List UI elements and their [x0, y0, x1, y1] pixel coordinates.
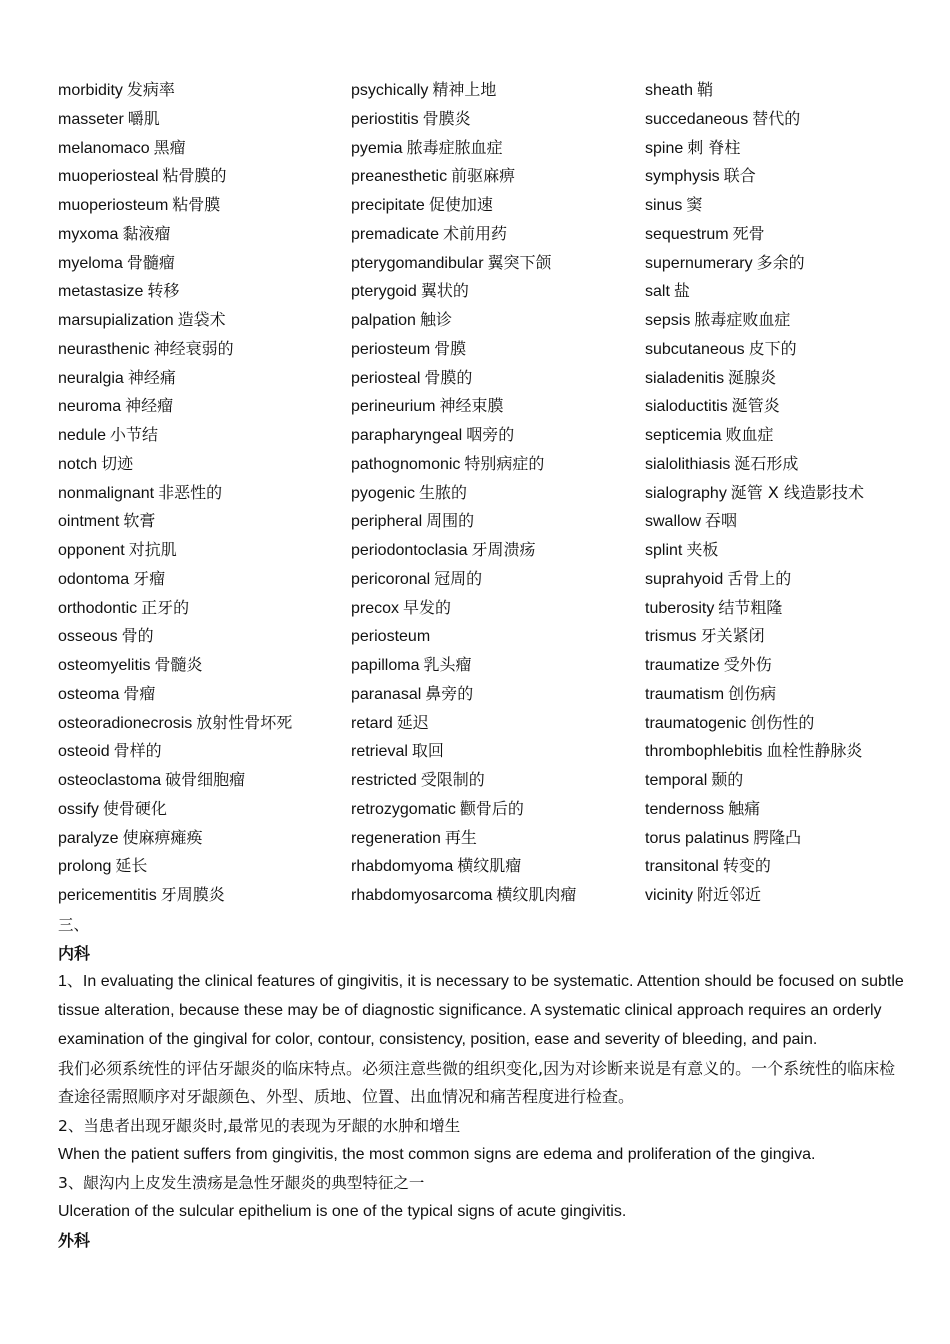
section-heading-internal-medicine: 内科: [58, 943, 91, 963]
vocab-entry: [351, 824, 645, 853]
term-zh: 受外伤: [723, 655, 772, 674]
vocab-entry: [351, 191, 645, 220]
term-en: prolong: [58, 858, 112, 876]
vocab-entry: [645, 277, 918, 306]
term-en: neuralgia: [58, 369, 124, 387]
vocab-entry: [351, 680, 645, 709]
term-zh: 促使加速: [428, 195, 493, 214]
term-en: periosteum: [351, 340, 431, 358]
term-en: traumatogenic: [645, 714, 747, 732]
vocab-entry: [351, 134, 645, 163]
vocab-column-1: [58, 76, 351, 910]
vocab-entry: [645, 134, 918, 163]
term-en: temporal: [645, 772, 708, 789]
term-zh: 吞咽: [705, 511, 738, 531]
vocab-entry: [351, 766, 645, 795]
term-zh: 牙瘤: [133, 568, 166, 588]
vocab-entry: [645, 479, 918, 508]
vocab-entry: [58, 249, 351, 278]
term-zh: 鼻旁的: [425, 683, 474, 703]
vocab-entry: [645, 249, 918, 278]
vocab-entry: [645, 220, 918, 249]
term-zh: 非恶性的: [158, 482, 223, 502]
term-zh: 牙周溃疡: [471, 540, 536, 559]
term-zh: 周围的: [426, 511, 475, 531]
term-zh: 特别病症的: [464, 453, 545, 473]
vocab-entry: [58, 536, 351, 565]
term-zh: 骨样的: [113, 741, 162, 761]
term-zh: 取回: [411, 741, 444, 761]
term-zh: 涎腺炎: [728, 367, 777, 387]
term-zh: 正牙的: [141, 597, 190, 617]
vocab-entry: [645, 852, 918, 881]
term-en: myeloma: [58, 254, 123, 272]
term-en: traumatize: [645, 657, 720, 674]
term-en: ointment: [58, 513, 120, 531]
term-en: myxoma: [58, 225, 119, 243]
term-zh: 血栓性静脉炎: [766, 741, 863, 761]
vocab-entry: [645, 335, 918, 364]
term-en: thrombophlebitis: [645, 743, 763, 761]
term-zh: 颞的: [711, 770, 744, 789]
vocab-entry: [351, 651, 645, 680]
term-en: rhabdomyosarcoma: [351, 887, 493, 904]
term-zh: 生脓的: [419, 482, 468, 502]
term-en: melanomaco: [58, 139, 150, 157]
term-en: suprahyoid: [645, 570, 724, 588]
vocab-entry: [351, 709, 645, 738]
paragraph-item2-zh: 2、当患者出现牙龈炎时,最常见的表现为牙龈的水肿和增生: [58, 1116, 461, 1135]
term-en: ossify: [58, 800, 99, 818]
vocab-entry: [351, 479, 645, 508]
term-zh: 小节结: [110, 425, 159, 444]
vocab-entry: [58, 220, 351, 249]
term-en: pericementitis: [58, 887, 157, 904]
term-en: retrieval: [351, 743, 408, 761]
vocab-entry: [58, 105, 351, 134]
vocab-entry: [351, 162, 645, 191]
term-zh: 精神上地: [432, 80, 497, 99]
term-en: orthodontic: [58, 599, 138, 617]
term-zh: 败血症: [725, 425, 774, 444]
term-zh: 软膏: [123, 511, 156, 531]
term-zh: 乳头瘤: [423, 655, 472, 674]
term-zh: 涎石形成: [734, 453, 799, 473]
vocab-entry: [58, 766, 351, 795]
vocab-entry: [351, 306, 645, 335]
vocab-entry: [351, 105, 645, 134]
vocab-entry: [351, 249, 645, 278]
vocab-entry: [351, 594, 645, 623]
vocab-entry: [351, 536, 645, 565]
term-en: succedaneous: [645, 110, 749, 128]
term-zh: 骨膜的: [424, 367, 473, 387]
term-en: symphysis: [645, 168, 720, 186]
vocab-column-2: [351, 76, 645, 910]
vocab-entry: [58, 594, 351, 623]
term-zh: 多余的: [756, 252, 805, 272]
term-en: preanesthetic: [351, 168, 448, 186]
vocab-entry: [58, 277, 351, 306]
term-zh: 造袋术: [177, 310, 226, 329]
term-zh: 牙关紧闭: [700, 626, 765, 646]
term-en: rhabdomyoma: [351, 858, 454, 876]
vocab-entry: [351, 737, 645, 766]
vocab-entry: [351, 795, 645, 824]
vocab-entry: [58, 76, 351, 105]
term-zh: 皮下的: [748, 338, 797, 358]
term-en: muoperiosteal: [58, 168, 159, 186]
term-zh: 对抗肌: [128, 540, 177, 559]
term-zh: 鞘: [697, 80, 714, 99]
term-zh: 嚼肌: [127, 108, 160, 128]
vocab-entry: [645, 507, 918, 536]
term-en: precipitate: [351, 197, 425, 214]
term-zh: 颧骨后的: [459, 798, 524, 818]
term-zh: 刺 脊柱: [687, 137, 741, 157]
vocab-entry: [58, 479, 351, 508]
vocab-entry: [351, 622, 645, 651]
term-zh: 创伤病: [728, 683, 777, 703]
vocab-entry: [645, 795, 918, 824]
term-en: pericoronal: [351, 570, 431, 588]
vocab-entry: [645, 421, 918, 450]
term-zh: 牙周膜炎: [160, 885, 225, 904]
vocab-entry: [645, 306, 918, 335]
vocab-entry: [351, 335, 645, 364]
term-zh: 窦: [686, 195, 703, 214]
vocab-entry: [645, 536, 918, 565]
term-en: restricted: [351, 772, 417, 789]
term-en: sialadenitis: [645, 369, 725, 387]
term-zh: 联合: [723, 166, 756, 186]
paragraph-item1-en: 1、In evaluating the clinical features of gingivitis, it is necessary to be systematic. Attention should be focused on subtle tissue alteration, because these may be of diagnostic significance. A systematic clinical approach requires an orderly examination of the gingival for color, contour, consistency, position, ease and severity of bleeding, and pain.: [58, 973, 904, 1048]
vocab-entry: [58, 134, 351, 163]
term-en: psychically: [351, 82, 429, 99]
vocab-entry: [645, 76, 918, 105]
term-en: tuberosity: [645, 599, 715, 617]
term-en: peripheral: [351, 513, 423, 531]
term-en: parapharyngeal: [351, 427, 463, 444]
term-en: sialolithiasis: [645, 455, 731, 473]
term-zh: 受限制的: [420, 770, 485, 789]
term-zh: 骨瘤: [123, 683, 156, 703]
vocab-entry: [58, 651, 351, 680]
term-en: pathognomonic: [351, 455, 461, 473]
term-en: supernumerary: [645, 254, 753, 272]
term-zh: 骨的: [121, 626, 154, 646]
term-zh: 粘骨膜的: [162, 166, 227, 186]
term-en: odontoma: [58, 570, 130, 588]
term-zh: 黏液瘤: [122, 223, 171, 243]
vocab-entry: [645, 105, 918, 134]
term-zh: 死骨: [732, 223, 765, 243]
term-zh: 盐: [673, 281, 690, 301]
vocab-entry: [58, 421, 351, 450]
term-zh: 前驱麻痹: [451, 166, 516, 186]
vocab-entry: [351, 76, 645, 105]
term-zh: 横纹肌瘤: [457, 856, 522, 876]
term-en: periodontoclasia: [351, 542, 468, 559]
term-en: sinus: [645, 197, 683, 214]
term-en: trismus: [645, 628, 697, 646]
term-en: sheath: [645, 82, 694, 99]
vocab-entry: [645, 709, 918, 738]
term-zh: 延迟: [396, 712, 429, 732]
term-en: retrozygomatic: [351, 800, 456, 818]
term-en: paralyze: [58, 829, 119, 847]
vocab-entry: [645, 162, 918, 191]
vocab-entry: [351, 450, 645, 479]
term-zh: 涎管炎: [731, 396, 780, 416]
term-zh: 神经衰弱的: [153, 338, 234, 358]
vocab-entry: [645, 824, 918, 853]
vocabulary-table: [58, 76, 918, 910]
vocab-entry: [645, 651, 918, 680]
term-en: muoperiosteum: [58, 197, 169, 214]
term-zh: 早发的: [403, 597, 452, 617]
term-zh: 放射性骨坏死: [196, 712, 293, 732]
term-en: sialoductitis: [645, 398, 728, 416]
vocab-entry: [645, 364, 918, 393]
term-zh: 脓毒症脓血症: [406, 137, 503, 157]
term-en: subcutaneous: [645, 340, 745, 358]
term-zh: 冠周的: [434, 568, 483, 588]
section-heading-surgery: 外科: [58, 1230, 91, 1250]
term-en: neuroma: [58, 398, 122, 416]
vocab-entry: [351, 364, 645, 393]
vocab-entry: [58, 162, 351, 191]
term-en: pterygoid: [351, 283, 417, 301]
term-zh: 舌骨上的: [727, 568, 792, 588]
vocab-entry: [58, 824, 351, 853]
term-zh: 脓毒症败血症: [694, 310, 791, 329]
vocab-entry: [645, 680, 918, 709]
term-zh: 骨髓炎: [154, 655, 203, 674]
term-en: osteoclastoma: [58, 772, 162, 789]
term-zh: 切迹: [101, 453, 134, 473]
term-en: swallow: [645, 513, 702, 531]
vocab-entry: [351, 277, 645, 306]
vocab-entry: [58, 507, 351, 536]
term-en: osteomyelitis: [58, 657, 151, 674]
vocab-entry: [351, 220, 645, 249]
vocab-entry: [58, 306, 351, 335]
term-zh: 夹板: [686, 540, 719, 559]
term-en: sequestrum: [645, 225, 729, 243]
term-zh: 横纹肌肉瘤: [496, 885, 577, 904]
vocab-entry: [351, 565, 645, 594]
term-zh: 延长: [115, 856, 148, 876]
paragraph-item3-en: Ulceration of the sulcular epithelium is one of the typical signs of acute gingivitis.: [58, 1203, 627, 1221]
vocab-entry: [58, 881, 351, 910]
term-zh: 再生: [444, 827, 477, 847]
term-en: nonmalignant: [58, 484, 155, 502]
vocab-entry: [645, 450, 918, 479]
vocab-entry: [645, 392, 918, 421]
term-zh: 涎管 X 线造影技术: [730, 482, 864, 502]
term-zh: 腭隆凸: [753, 827, 802, 847]
term-en: paranasal: [351, 685, 422, 703]
term-en: osteoradionecrosis: [58, 714, 193, 732]
term-zh: 神经痛: [127, 367, 176, 387]
term-en: perineurium: [351, 398, 436, 416]
vocab-entry: [351, 881, 645, 910]
vocab-column-3: [645, 76, 918, 910]
paragraph-item3-zh: 3、龈沟内上皮发生溃疡是急性牙龈炎的典型特征之一: [58, 1174, 425, 1193]
term-en: regeneration: [351, 829, 441, 847]
term-en: retard: [351, 714, 393, 732]
vocab-entry: [58, 795, 351, 824]
vocab-entry: [645, 766, 918, 795]
term-en: notch: [58, 455, 98, 473]
term-zh: 神经瘤: [125, 396, 174, 416]
vocab-entry: [351, 507, 645, 536]
vocab-entry: [58, 364, 351, 393]
term-en: spine: [645, 139, 684, 157]
vocab-entry: [58, 392, 351, 421]
term-zh: 术前用药: [443, 223, 508, 243]
term-zh: 粘骨膜: [172, 195, 221, 214]
term-zh: 骨膜炎: [422, 108, 471, 128]
vocab-entry: [58, 622, 351, 651]
vocab-entry: [58, 680, 351, 709]
term-en: nedule: [58, 427, 107, 444]
term-zh: 转移: [147, 281, 180, 301]
term-en: metastasize: [58, 283, 144, 301]
term-en: traumatism: [645, 685, 725, 703]
vocab-entry: [351, 392, 645, 421]
term-en: osteoid: [58, 743, 110, 761]
term-zh: 转变的: [722, 856, 771, 876]
term-en: sepsis: [645, 312, 691, 329]
term-en: vicinity: [645, 887, 694, 904]
term-zh: 触诊: [419, 310, 452, 329]
term-zh: 神经束膜: [439, 396, 504, 416]
vocab-entry: [58, 191, 351, 220]
term-en: premadicate: [351, 225, 440, 243]
term-en: periosteum: [351, 628, 431, 646]
vocab-entry: [645, 737, 918, 766]
term-zh: 黑瘤: [153, 137, 186, 157]
section-number: 三、: [58, 916, 90, 934]
vocab-entry: [58, 335, 351, 364]
vocab-entry: [58, 450, 351, 479]
term-en: morbidity: [58, 82, 123, 99]
term-zh: 翼状的: [420, 281, 469, 301]
vocab-entry: [58, 852, 351, 881]
term-en: periostitis: [351, 110, 419, 128]
term-en: splint: [645, 542, 683, 559]
term-en: osseous: [58, 628, 118, 646]
term-en: precox: [351, 599, 400, 617]
term-en: masseter: [58, 110, 124, 128]
term-en: transitonal: [645, 858, 719, 876]
term-en: papilloma: [351, 657, 420, 674]
term-en: septicemia: [645, 427, 722, 444]
term-en: marsupialization: [58, 312, 174, 329]
vocab-entry: [351, 852, 645, 881]
vocab-entry: [351, 421, 645, 450]
vocab-entry: [58, 565, 351, 594]
term-zh: 结节粗隆: [718, 597, 783, 617]
term-en: sialography: [645, 484, 727, 502]
vocab-entry: [645, 565, 918, 594]
vocab-entry: [58, 709, 351, 738]
paragraph-item1-zh: 我们必须系统性的评估牙龈炎的临床特点。必须注意些微的组织变化,因为对诊断来说是有意义的。一个系统性的临床检查途径需照顺序对牙龈颜色、外型、质地、位置、出血情况和痛苦程度进行检查。: [58, 1058, 896, 1107]
term-zh: 骨髓瘤: [126, 252, 175, 272]
term-zh: 附近邻近: [697, 885, 762, 904]
paragraph-item2-en: When the patient suffers from gingivitis, the most common signs are edema and proliferation of the gingiva.: [58, 1145, 816, 1163]
term-zh: 替代的: [752, 108, 801, 128]
term-zh: 咽旁的: [466, 425, 515, 444]
term-zh: 使骨硬化: [102, 798, 167, 818]
term-en: pterygomandibular: [351, 254, 484, 272]
vocab-entry: [645, 881, 918, 910]
vocab-entry: [645, 594, 918, 623]
vocab-entry: [645, 622, 918, 651]
term-en: salt: [645, 283, 670, 301]
term-zh: 创伤性的: [750, 712, 815, 732]
term-zh: 使麻痹瘫痪: [122, 827, 203, 847]
term-zh: 触痛: [728, 798, 761, 818]
term-en: pyogenic: [351, 484, 416, 502]
term-en: palpation: [351, 312, 416, 329]
term-en: neurasthenic: [58, 340, 150, 358]
vocab-entry: [645, 191, 918, 220]
term-en: tendernoss: [645, 800, 725, 818]
term-en: periosteal: [351, 369, 421, 387]
term-zh: 破骨细胞瘤: [165, 770, 246, 789]
term-en: pyemia: [351, 139, 403, 157]
term-en: osteoma: [58, 685, 120, 703]
term-en: torus palatinus: [645, 829, 750, 847]
term-en: opponent: [58, 542, 125, 559]
document-body: [58, 911, 908, 1255]
term-zh: 骨膜: [434, 338, 467, 358]
term-zh: 翼突下颌: [487, 252, 552, 272]
vocab-entry: [58, 737, 351, 766]
term-zh: 发病率: [126, 80, 175, 99]
